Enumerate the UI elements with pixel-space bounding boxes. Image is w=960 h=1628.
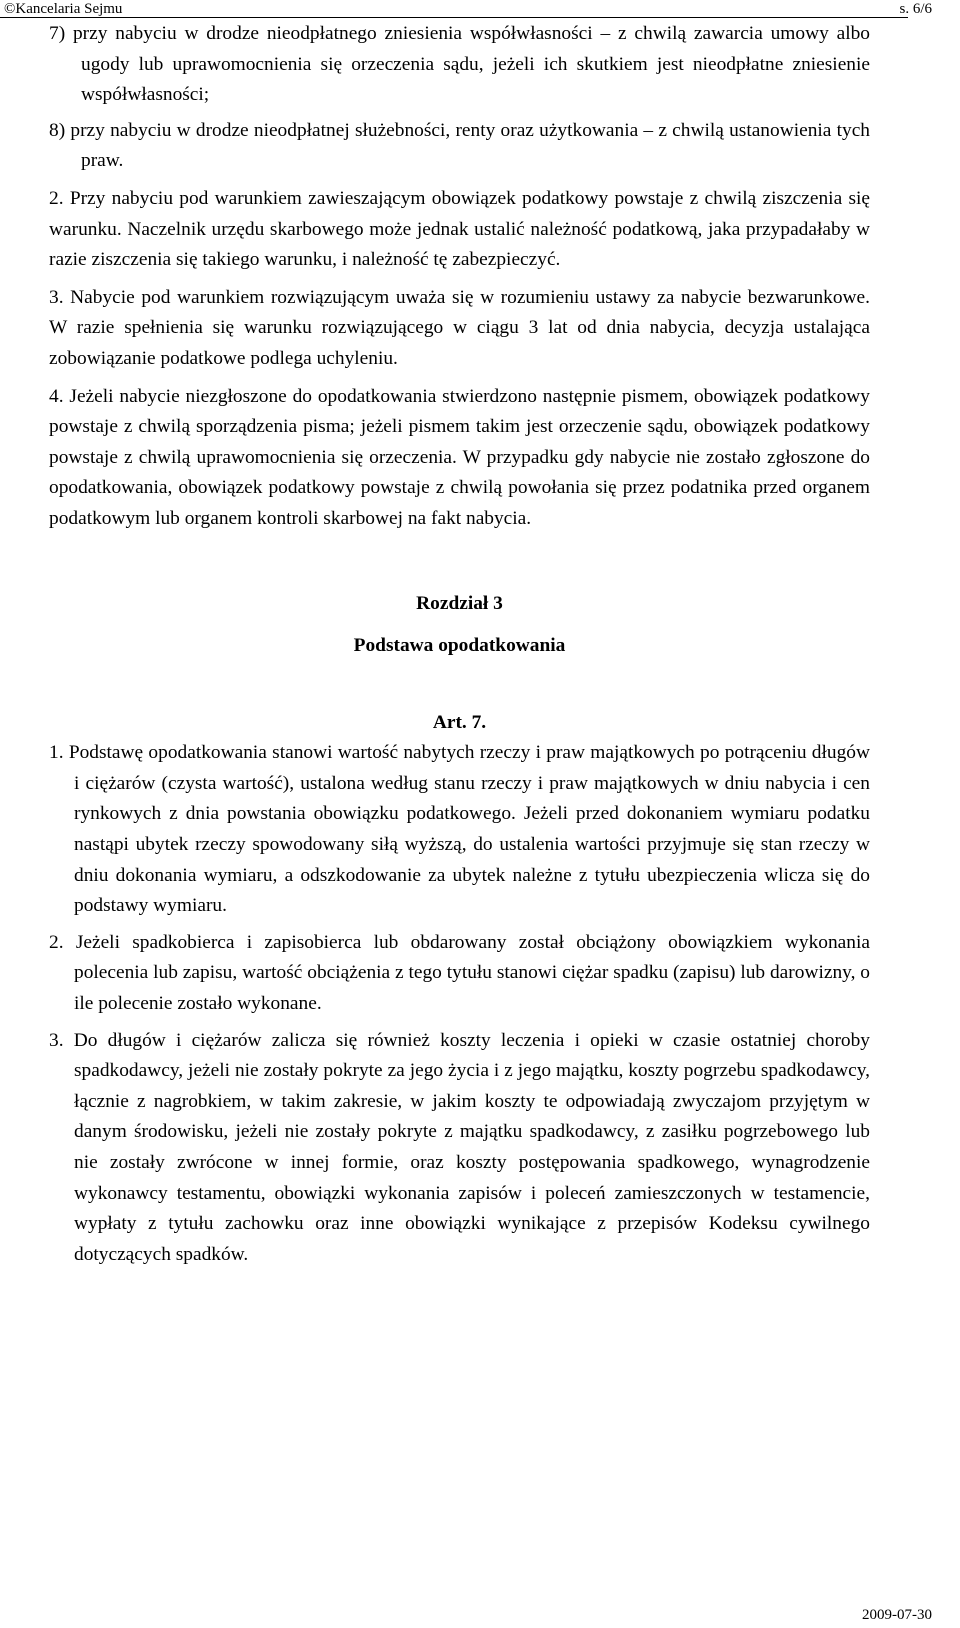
list-item-8: [49, 116, 870, 177]
chapter-title: Podstawa opodatkowania: [353, 635, 566, 657]
article-item-label: 1.: [49, 742, 64, 764]
header-page-number: s. 6/6: [899, 1, 932, 17]
header-source: ©Kancelaria Sejmu: [4, 1, 123, 17]
list-item-text: przy nabyciu w drodze nieodpłatnego zniesienia współwłasności – z chwilą zawarcia umowy albo ugody lub uprawomocnienia się orzeczenia sądu, jeżeli ich skutkiem jest nieodpłatne zniesienie współwłasności;: [72, 23, 870, 106]
document-body: [49, 19, 870, 1270]
list-item-7: [49, 19, 870, 111]
article-item-text: Jeżeli spadkobierca i zapisobierca lub obdarowany został obciążony obowiązkiem wykonania polecenia lub zapisu, wartość obciążenia z tego tytułu stanowi ciężar spadku (zapisu) lub darowizny, o ile polecenie zostało wykonane.: [74, 931, 870, 1015]
list-item-label: 7): [49, 23, 66, 44]
article-item-1: [49, 738, 870, 922]
footer-date: 2009-07-30: [862, 1607, 932, 1623]
article-item-2: [49, 928, 870, 1020]
list-item-text: przy nabyciu w drodze nieodpłatnej służebności, renty oraz użytkowania – z chwilą ustanowienia tych praw.: [70, 119, 870, 172]
header-divider: [0, 17, 908, 18]
article-item-label: 2.: [49, 931, 64, 953]
article-item-text: Podstawę opodatkowania stanowi wartość nabytych rzeczy i praw majątkowych po potrąceniu długów i ciężarów (czysta wartość), ustalona według stanu rzeczy i praw majątkowych w dniu nabycia i cen rynkowych z dnia powstania obowiązku podatkowego. Jeżeli przed dokonaniem wymiaru podatku nastąpi ubytek rzeczy spowodowany siłą wyższą, do ustalenia wartości przyjmuje się stan rzeczy w dniu dokonania wymiaru, a odszkodowanie za ubytek należne z tytułu ubezpieczenia wlicza się do podstawy wymiaru.: [68, 742, 870, 917]
paragraph-3: 3. Nabycie pod warunkiem rozwiązującym uważa się w rozumieniu ustawy za nabycie bezwarunkowe. W razie spełnienia się warunku rozwiązującego w ciągu 3 lat od dnia nabycia, decyzja ustalająca zobowiązanie podatkowe podlega uchyleniu.: [49, 286, 870, 369]
article-item-text: Do długów i ciężarów zalicza się również koszty leczenia i opieki w czasie ostatniej choroby spadkodawcy, jeżeli nie zostały pokryte za jego życia i z jego majątku, koszty pogrzebu spadkodawcy, łącznie z nagrobkiem, w takim zakresie, w jakim koszty te odpowiadają zwyczajom przyjętym w danym środowisku, jeżeli nie zostały pokryte z majątku spadkodawcy, z zasiłku pogrzebowego lub nie zostały zwrócone w innej formie, oraz koszty postępowania spadkowego, wynagrodzenie wykonawcy testamentu, obowiązki wykonania zapisów i poleceń zamieszczonych w testamencie, wypłaty z tytułu zachowku oraz inne obowiązki wynikające z przepisów Kodeksu cywilnego dotyczących spadków.: [73, 1029, 870, 1265]
article-item-3: [49, 1026, 870, 1271]
chapter-number: Rozdział 3: [416, 592, 503, 614]
paragraph-2: 2. Przy nabyciu pod warunkiem zawieszającym obowiązek podatkowy powstaje z chwilą ziszczenia się warunku. Naczelnik urzędu skarbowego może jednak ustalić należność podatkową, jaka przypadałaby w razie ziszczenia się takiego warunku, i należność tę zabezpieczyć.: [49, 187, 870, 271]
list-item-label: 8): [49, 119, 66, 141]
paragraph-4: 4. Jeżeli nabycie niezgłoszone do opodatkowania stwierdzono następnie pismem, obowiązek podatkowy powstaje z chwilą sporządzenia pisma; jeżeli pismem takim jest orzeczenie sądu, obowiązek podatkowy powstaje z chwilą uprawomocnienia się orzeczenia. W przypadku gdy nabycie nie zostało zgłoszone do opodatkowania, obowiązek podatkowy powstaje z chwilą powołania się przez podatnika przed organem podatkowym lub organem kontroli skarbowej na fakt nabycia.: [49, 385, 870, 529]
article-item-label: 3.: [49, 1029, 64, 1051]
article-title: Art. 7.: [432, 711, 487, 733]
